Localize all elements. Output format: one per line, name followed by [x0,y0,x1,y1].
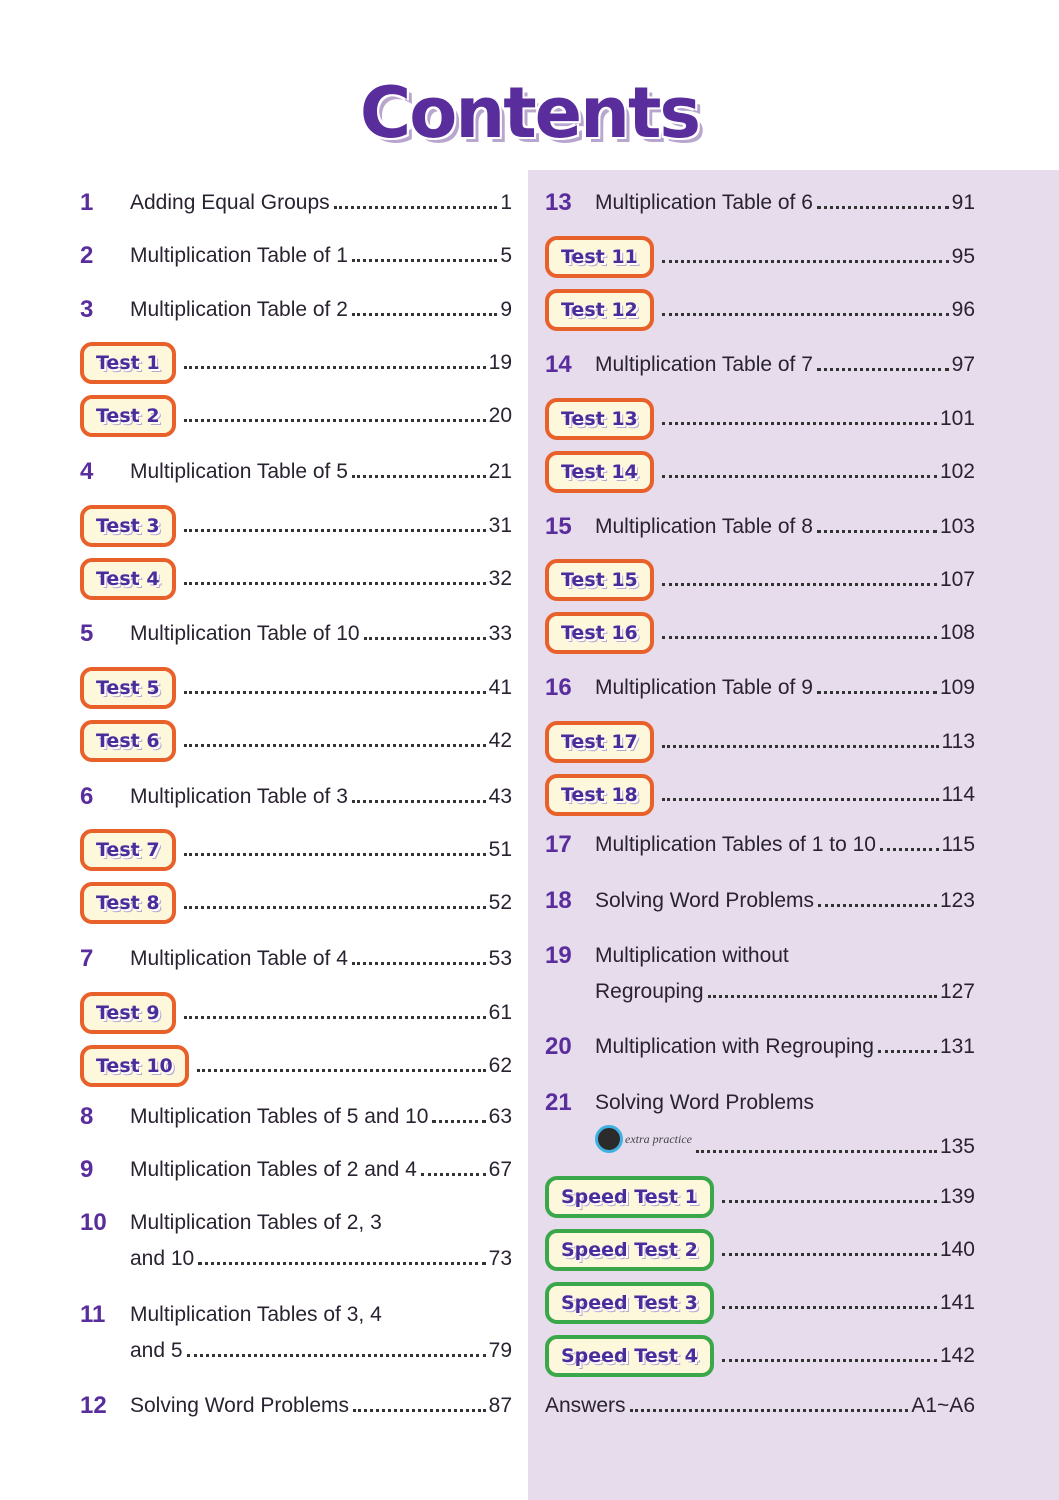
page-number: 103 [939,515,975,538]
toc-entry[interactable] [545,1029,975,1069]
page-number: 91 [951,191,975,214]
test-badge: Speed Test 1 [545,1176,714,1218]
extra-practice-icon [595,1125,623,1153]
entry-line [180,995,512,1031]
test-badge: Test 6 [80,720,176,762]
entry-body [718,1338,975,1374]
toc-entry[interactable] [80,185,512,225]
entry-title: Multiplication Table of 8 [595,515,813,538]
test-badge: Test 13 [545,398,654,440]
dot-leader [421,1173,486,1176]
chapter-number: 2 [80,242,94,269]
toc-entry[interactable] [80,454,512,494]
page-number: 142 [939,1344,975,1367]
test-badge: Test 17 [545,721,654,763]
chapter-number: 9 [80,1156,94,1183]
entry-title: Multiplication Table of 5 [130,460,348,483]
entry-body [658,562,975,598]
entry-body [595,1085,975,1157]
toc-entry[interactable] [80,830,512,870]
dot-leader [662,475,937,478]
entry-title: Multiplication Tables of 2 and 4 [130,1158,417,1181]
chapter-number: 15 [545,513,572,540]
entry-line [130,1388,512,1424]
test-badge: Speed Test 4 [545,1335,714,1377]
toc-entry[interactable] [545,1283,975,1323]
page-number: 5 [500,244,512,267]
toc-entry[interactable] [80,883,512,923]
dot-leader [818,904,937,907]
dot-leader [817,691,937,694]
entry-body [130,238,512,274]
entry-line [595,974,975,1010]
entry-line [658,724,975,760]
extra-practice-text: extra practice [625,1132,692,1146]
toc-entry[interactable] [80,1205,512,1270]
toc-entry[interactable] [545,722,975,762]
entry-title: Adding Equal Groups [130,191,330,214]
chapter-number: 1 [80,189,94,216]
entry-title: Solving Word Problems [595,889,815,912]
dot-leader [184,691,486,694]
page-number: 33 [488,622,512,645]
chapter-number: 8 [80,1103,94,1130]
entry-title: Multiplication Table of 7 [595,353,813,376]
page-number: 20 [488,404,512,427]
entry-body [595,827,975,863]
page-number: 21 [488,460,512,483]
chapter-number: 19 [545,942,572,969]
toc-entry[interactable] [80,668,512,708]
page-number: 141 [939,1291,975,1314]
toc-entry[interactable] [545,1230,975,1270]
toc-entry[interactable] [80,343,512,383]
entry-body [595,347,975,383]
toc-entry[interactable] [545,827,975,867]
entry-body [130,1152,512,1188]
entry-line [130,1241,512,1277]
dot-leader [708,995,937,998]
toc-entry[interactable] [545,938,975,1003]
entry-body [130,454,512,490]
test-badge: Test 1 [80,342,176,384]
entry-line [130,292,512,328]
dot-leader [184,419,486,422]
page-number: 107 [939,568,975,591]
entry-body [130,616,512,652]
entry-line [658,562,975,598]
entry-line [658,292,975,328]
entry-title: Multiplication Table of 6 [595,191,813,214]
chapter-number: 3 [80,296,94,323]
entry-line [545,1388,975,1424]
entry-line [595,827,975,863]
chapter-number: 10 [80,1209,107,1236]
test-badge: Test 9 [80,992,176,1034]
entry-body [595,670,975,706]
test-badge: Test 11 [545,236,654,278]
chapter-number: 16 [545,674,572,701]
dot-leader [184,1016,486,1019]
entry-body [658,777,975,813]
entry-line [130,1205,512,1241]
entry-line [130,941,512,977]
entry-body [718,1285,975,1321]
entry-line [718,1338,975,1374]
dot-leader [662,636,937,639]
toc-entry[interactable] [545,290,975,330]
entry-line [718,1232,975,1268]
dot-leader [722,1253,937,1256]
entry-title: Multiplication without [595,944,789,967]
entry-title: Multiplication Table of 1 [130,244,348,267]
test-badge: Test 8 [80,882,176,924]
dot-leader [353,1409,486,1412]
dot-leader [352,313,497,316]
test-badge: Test 7 [80,829,176,871]
entry-body [180,561,512,597]
page-number: 131 [939,1035,975,1058]
page-number: 95 [951,245,975,268]
toc-entry[interactable] [545,560,975,600]
toc-entry[interactable] [80,1297,512,1362]
entry-title-continued: and 10 [130,1247,195,1270]
entry-line [595,670,975,706]
test-badge: Test 16 [545,612,654,654]
page-number: 87 [488,1394,512,1417]
dot-leader [197,1069,486,1072]
dot-leader [352,475,486,478]
toc-entry[interactable] [80,1388,512,1428]
entry-line [130,1152,512,1188]
dot-leader [352,800,486,803]
entry-title: Multiplication Tables of 5 and 10 [130,1105,429,1128]
chapter-number: 20 [545,1033,572,1060]
entry-line [193,1048,512,1084]
entry-body [180,670,512,706]
entry-line [658,401,975,437]
entry-body [130,941,512,977]
entry-line [130,238,512,274]
dot-leader [817,368,949,371]
entry-body [658,454,975,490]
page-number: 113 [941,730,975,753]
entry-body [180,345,512,381]
entry-body [658,292,975,328]
page-number: 79 [488,1339,512,1362]
entry-body [180,723,512,759]
toc-entry[interactable] [545,347,975,387]
entry-title: Multiplication Tables of 2, 3 [130,1211,382,1234]
entry-line [595,1085,975,1121]
entry-line [130,1297,512,1333]
toc-entry[interactable] [545,775,975,815]
dot-leader [817,206,949,209]
chapter-number: 11 [80,1301,106,1328]
entry-body [180,885,512,921]
dot-leader [662,313,949,316]
entry-title: Multiplication Table of 9 [595,676,813,699]
toc-entry[interactable] [80,238,512,278]
toc-entry[interactable] [80,721,512,761]
page-number: 114 [941,783,975,806]
entry-title: Multiplication Table of 2 [130,298,348,321]
entry-line [130,454,512,490]
entry-line [595,509,975,545]
entry-body [595,185,975,221]
entry-line [180,345,512,381]
dot-leader [630,1409,909,1412]
dot-leader [352,962,486,965]
dot-leader [722,1306,937,1309]
toc-entry[interactable] [545,1177,975,1217]
entry-title: Multiplication Table of 3 [130,785,348,808]
entry-body [545,1388,975,1424]
entry-line [130,1099,512,1135]
entry-line [180,723,512,759]
page-number: 61 [488,1001,512,1024]
entry-body [718,1232,975,1268]
toc-entry[interactable] [545,883,975,923]
page-number: 63 [488,1105,512,1128]
entry-line [180,561,512,597]
page-title: Contents [359,72,700,154]
page-number: 140 [939,1238,975,1261]
entry-line [130,185,512,221]
toc-entry[interactable] [80,396,512,436]
dot-leader [184,744,486,747]
toc-entry[interactable] [545,237,975,277]
page-number: 102 [939,460,975,483]
entry-line [658,777,975,813]
toc-entry[interactable] [545,1388,975,1428]
page-number: 135 [939,1135,975,1158]
dot-leader [432,1120,485,1123]
entry-body [658,615,975,651]
entry-title: Multiplication with Regrouping [595,1035,874,1058]
entry-line [130,616,512,652]
dot-leader [662,422,937,425]
entry-body [595,938,975,1010]
entry-body [595,883,975,919]
dot-leader [184,366,486,369]
entry-body [180,398,512,434]
page-number: 123 [939,889,975,912]
page-number: 42 [488,729,512,752]
dot-leader [662,745,939,748]
dot-leader [817,530,937,533]
dot-leader [184,853,486,856]
dot-leader [184,529,486,532]
dot-leader [334,206,498,209]
page-number: 52 [488,891,512,914]
page-number: 1 [500,191,512,214]
page-number: 101 [939,407,975,430]
entry-line [718,1285,975,1321]
page-number: A1~A6 [911,1394,975,1417]
dot-leader [662,798,939,801]
extra-practice-label [595,1121,692,1157]
toc-entry[interactable] [80,1099,512,1139]
test-badge: Test 4 [80,558,176,600]
entry-title: Multiplication Table of 4 [130,947,348,970]
entry-line [595,347,975,383]
page-number: 32 [488,567,512,590]
entry-body [180,832,512,868]
entry-title: Solving Word Problems [130,1394,350,1417]
entry-body [130,292,512,328]
chapter-number: 21 [545,1089,572,1116]
toc-entry[interactable] [545,509,975,549]
chapter-number: 13 [545,189,572,216]
entry-title-continued: Regrouping [595,980,704,1003]
entry-line [180,508,512,544]
toc-entry[interactable] [80,1046,512,1086]
chapter-number: 12 [80,1392,107,1419]
dot-leader [352,259,497,262]
entry-line [658,454,975,490]
entry-line [595,938,975,974]
page-number: 19 [488,351,512,374]
chapter-number: 14 [545,351,572,378]
page-number: 62 [488,1054,512,1077]
entry-body [130,779,512,815]
dot-leader [198,1262,485,1265]
entry-line [595,185,975,221]
dot-leader [187,1354,486,1357]
test-badge: Test 14 [545,451,654,493]
chapter-number: 18 [545,887,572,914]
entry-body [130,185,512,221]
entry-body [130,1099,512,1135]
entry-title: Solving Word Problems [595,1091,815,1114]
page-number: 108 [939,621,975,644]
toc-entry[interactable] [80,779,512,819]
entry-body [130,1388,512,1424]
entry-body [193,1048,512,1084]
dot-leader [878,1050,937,1053]
page-number: 53 [488,947,512,970]
test-badge: Test 10 [80,1045,189,1087]
page-number: 41 [488,676,512,699]
toc-entry[interactable] [80,292,512,332]
toc-entry[interactable] [545,452,975,492]
toc-entry[interactable] [545,613,975,653]
test-badge: Test 2 [80,395,176,437]
dot-leader [184,906,486,909]
toc-entry[interactable] [545,399,975,439]
entry-line [180,832,512,868]
entry-title: Multiplication Tables of 3, 4 [130,1303,382,1326]
dot-leader [880,848,939,851]
entry-line [130,1333,512,1369]
toc-entry[interactable] [545,670,975,710]
chapter-number: 6 [80,783,94,810]
chapter-number: 5 [80,620,94,647]
page-number: 73 [488,1247,512,1270]
page-number: 9 [500,298,512,321]
entry-line [595,1029,975,1065]
entry-body [658,724,975,760]
toc-entry[interactable] [80,616,512,656]
page-number: 127 [939,980,975,1003]
entry-body [180,995,512,1031]
chapter-number: 17 [545,831,572,858]
entry-line [658,239,975,275]
entry-line [595,1121,975,1157]
entry-title-continued: and 5 [130,1339,183,1362]
dot-leader [662,583,937,586]
page-number: 31 [488,514,512,537]
page-number: 43 [488,785,512,808]
entry-line [180,670,512,706]
test-badge: Test 12 [545,289,654,331]
entry-line [658,615,975,651]
toc-entry[interactable] [545,1085,975,1158]
entry-body [658,239,975,275]
test-badge: Test 18 [545,774,654,816]
entry-body [130,1205,512,1277]
chapter-number: 7 [80,945,94,972]
entry-body [180,508,512,544]
test-badge: Speed Test 3 [545,1282,714,1324]
toc-entry[interactable] [80,1152,512,1192]
entry-line [595,883,975,919]
entry-body [718,1179,975,1215]
toc-entry[interactable] [80,559,512,599]
page-number: 96 [951,298,975,321]
toc-entry[interactable] [80,506,512,546]
dot-leader [696,1150,937,1153]
chapter-number: 4 [80,458,94,485]
entry-body [130,1297,512,1369]
page-number: 97 [951,353,975,376]
page-number: 109 [939,676,975,699]
test-badge: Test 3 [80,505,176,547]
entry-title: Answers [545,1394,626,1417]
test-badge: Test 5 [80,667,176,709]
test-badge: Test 15 [545,559,654,601]
toc-entry[interactable] [545,1336,975,1376]
toc-entry[interactable] [545,185,975,225]
entry-line [180,885,512,921]
entry-line [130,779,512,815]
entry-title: Multiplication Table of 10 [130,622,360,645]
page-number: 115 [941,833,975,856]
entry-title: Multiplication Tables of 1 to 10 [595,833,876,856]
entry-line [718,1179,975,1215]
dot-leader [184,582,486,585]
page-number: 51 [488,838,512,861]
toc-entry[interactable] [80,941,512,981]
toc-entry[interactable] [80,993,512,1033]
entry-body [595,509,975,545]
page-number: 139 [939,1185,975,1208]
page-number: 67 [488,1158,512,1181]
entry-line [180,398,512,434]
dot-leader [364,637,486,640]
test-badge: Speed Test 2 [545,1229,714,1271]
entry-body [658,401,975,437]
dot-leader [662,260,949,263]
entry-body [595,1029,975,1065]
dot-leader [722,1359,937,1362]
dot-leader [722,1200,937,1203]
